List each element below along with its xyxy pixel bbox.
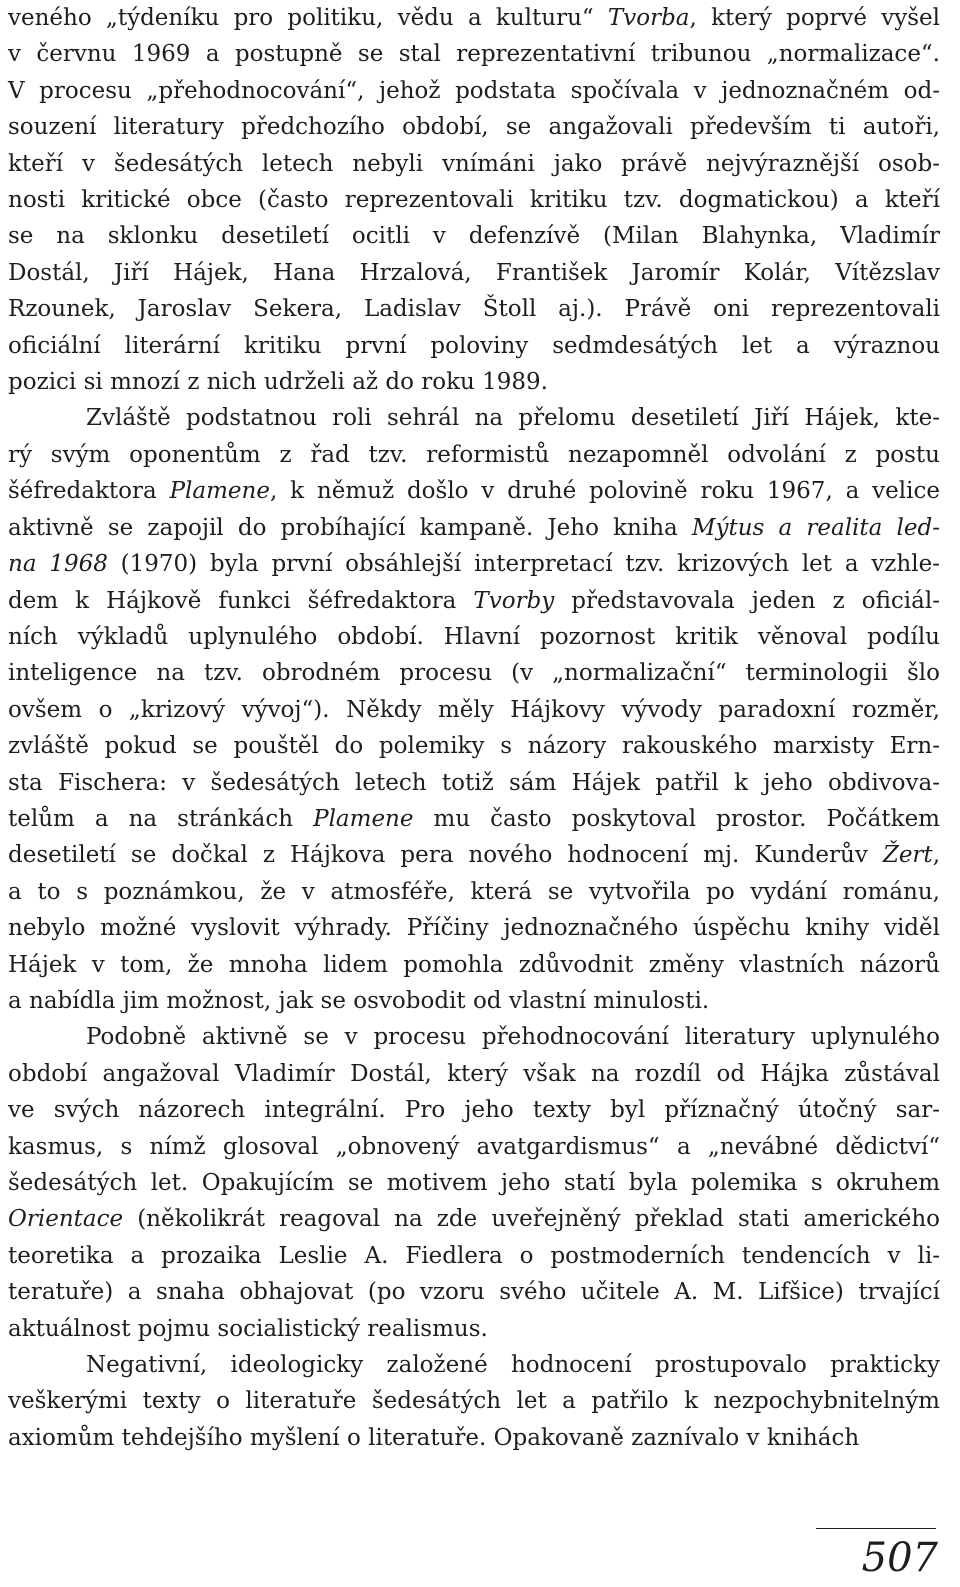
text-line: na 1968 (1970) byla první obsáhlejší interpretací tzv. krizových let a vzhle- (8, 551, 940, 578)
italic-title: Tvorba (607, 5, 690, 31)
text-line: inteligence na tzv. obrodném procesu (v „normalizační“ terminologii šlo (8, 660, 940, 687)
text-line: aktivně se zapojil do probíhající kampaně. Jeho kniha Mýtus a realita led- (8, 514, 940, 541)
paragraph (8, 400, 940, 1019)
text-line: šéfredaktora Plamene, k němuž došlo v druhé polovině roku 1967, a velice (8, 478, 940, 505)
text-line: aktuálnost pojmu socialistický realismus. (8, 1315, 488, 1342)
text-line: axiomům tehdejšího myšlení o literatuře. Opakovaně zaznívalo v knihách (8, 1424, 860, 1451)
text-line: a nabídla jim možnost, jak se osvobodit od vlastní minulosti. (8, 987, 710, 1014)
text-line: telům a na stránkách Plamene mu často poskytoval prostor. Počátkem (8, 805, 940, 832)
text-line: sta Fischera: v šedesátých letech totiž sám Hájek patřil k jeho obdivova- (8, 769, 940, 796)
page-number-rule (816, 1528, 936, 1529)
text-line: zvláště pokud se pouštěl do polemiky s názory rakouského marxisty Ern- (8, 733, 940, 760)
text-line: V procesu „přehodnocování“, jehož podstata spočívala v jednoznačném od- (8, 77, 940, 104)
text-line: v červnu 1969 a postupně se stal reprezentativní tribunou „normalizace“. (8, 41, 940, 68)
text-line: Rzounek, Jaroslav Sekera, Ladislav Štoll aj.). Právě oni reprezentovali (8, 296, 940, 323)
text-line: veškerými texty o literatuře šedesátých let a patřilo k nezpochybnitelným (8, 1388, 940, 1415)
text-line: teratuře) a snaha obhajovat (po vzoru svého učitele A. M. Lifšice) trvající (8, 1279, 940, 1306)
text-line: ních výkladů uplynulého období. Hlavní pozornost kritik věnoval podílu (8, 623, 940, 650)
italic-title: Plamene (313, 805, 414, 832)
text-line: kasmus, s nímž glosoval „obnovený avatgardismus“ a „nevábné dědictví“ (8, 1133, 940, 1160)
text-line: Zvláště podstatnou roli sehrál na přelomu desetiletí Jiří Hájek, kte- (86, 405, 940, 432)
text-line: Hájek v tom, že mnoha lidem pomohla zdůvodnit změny vlastních názorů (8, 951, 940, 978)
italic-title: Plamene (169, 478, 270, 505)
italic-title: Tvorby (473, 587, 555, 614)
italic-title: Žert (882, 842, 933, 869)
text-line: ve svých názorech integrální. Pro jeho texty byl příznačný útočný sar- (8, 1097, 940, 1124)
text-line: pozici si mnozí z nich udrželi až do roku 1989. (8, 369, 548, 396)
paragraph (8, 1019, 940, 1347)
body-text (8, 0, 940, 1456)
text-line: šedesátých let. Opakujícím se motivem jeho statí byla polemika s okruhem (8, 1170, 940, 1196)
text-line: Negativní, ideologicky založené hodnocení prostupovalo prakticky (86, 1352, 940, 1379)
text-line: teoretika a prozaika Leslie A. Fiedlera o postmoderních tendencích v li- (8, 1242, 940, 1269)
italic-title: Mýtus a realita led- (691, 514, 940, 541)
text-line: oficiální literární kritiku první poloviny sedmdesátých let a výraznou (8, 332, 940, 359)
text-line: nebylo možné vyslovit výhrady. Příčiny jednoznačného úspěchu knihy viděl (8, 915, 940, 942)
text-line: období angažoval Vladimír Dostál, který však na rozdíl od Hájka zůstával (8, 1060, 940, 1087)
paragraph (8, 1347, 940, 1456)
text-line: Dostál, Jiří Hájek, Hana Hrzalová, František Jaromír Kolár, Vítězslav (8, 259, 940, 286)
text-line: desetiletí se dočkal z Hájkova pera nového hodnocení mj. Kunderův Žert, (8, 842, 940, 869)
text-line: rý svým oponentům z řad tzv. reformistů nezapomněl odvolání z postu (8, 441, 940, 468)
text-line: nosti kritické obce (často reprezentovali kritiku tzv. dogmatickou) a kteří (8, 187, 940, 214)
paragraph (8, 0, 940, 400)
text-line: dem k Hájkově funkci šéfredaktora Tvorby představovala jeden z oficiál- (8, 587, 940, 614)
text-line: veného „týdeníku pro politiku, vědu a kulturu“ Tvorba, který poprvé vyšel (8, 5, 940, 31)
italic-title: Orientace (8, 1206, 124, 1233)
text-line: Podobně aktivně se v procesu přehodnocování literatury uplynulého (86, 1024, 940, 1051)
text-line: Orientace (několikrát reagoval na zde uveřejněný překlad stati amerického (8, 1206, 940, 1233)
italic-title: na 1968 (8, 551, 108, 578)
text-line: ovšem o „krizový vývoj“). Někdy měly Hájkovy vývody paradoxní rozměr, (8, 696, 940, 723)
text-line: kteří v šedesátých letech nebyli vnímáni jako právě nejvýraznější osob- (8, 150, 940, 177)
text-line: a to s poznámkou, že v atmosféře, která se vytvořila po vydání románu, (8, 878, 940, 905)
page-number: 507 (861, 1535, 938, 1581)
text-line: se na sklonku desetiletí ocitli v defenzívě (Milan Blahynka, Vladimír (8, 223, 940, 250)
text-line: souzení literatury předchozího období, se angažovali především ti autoři, (8, 114, 940, 141)
